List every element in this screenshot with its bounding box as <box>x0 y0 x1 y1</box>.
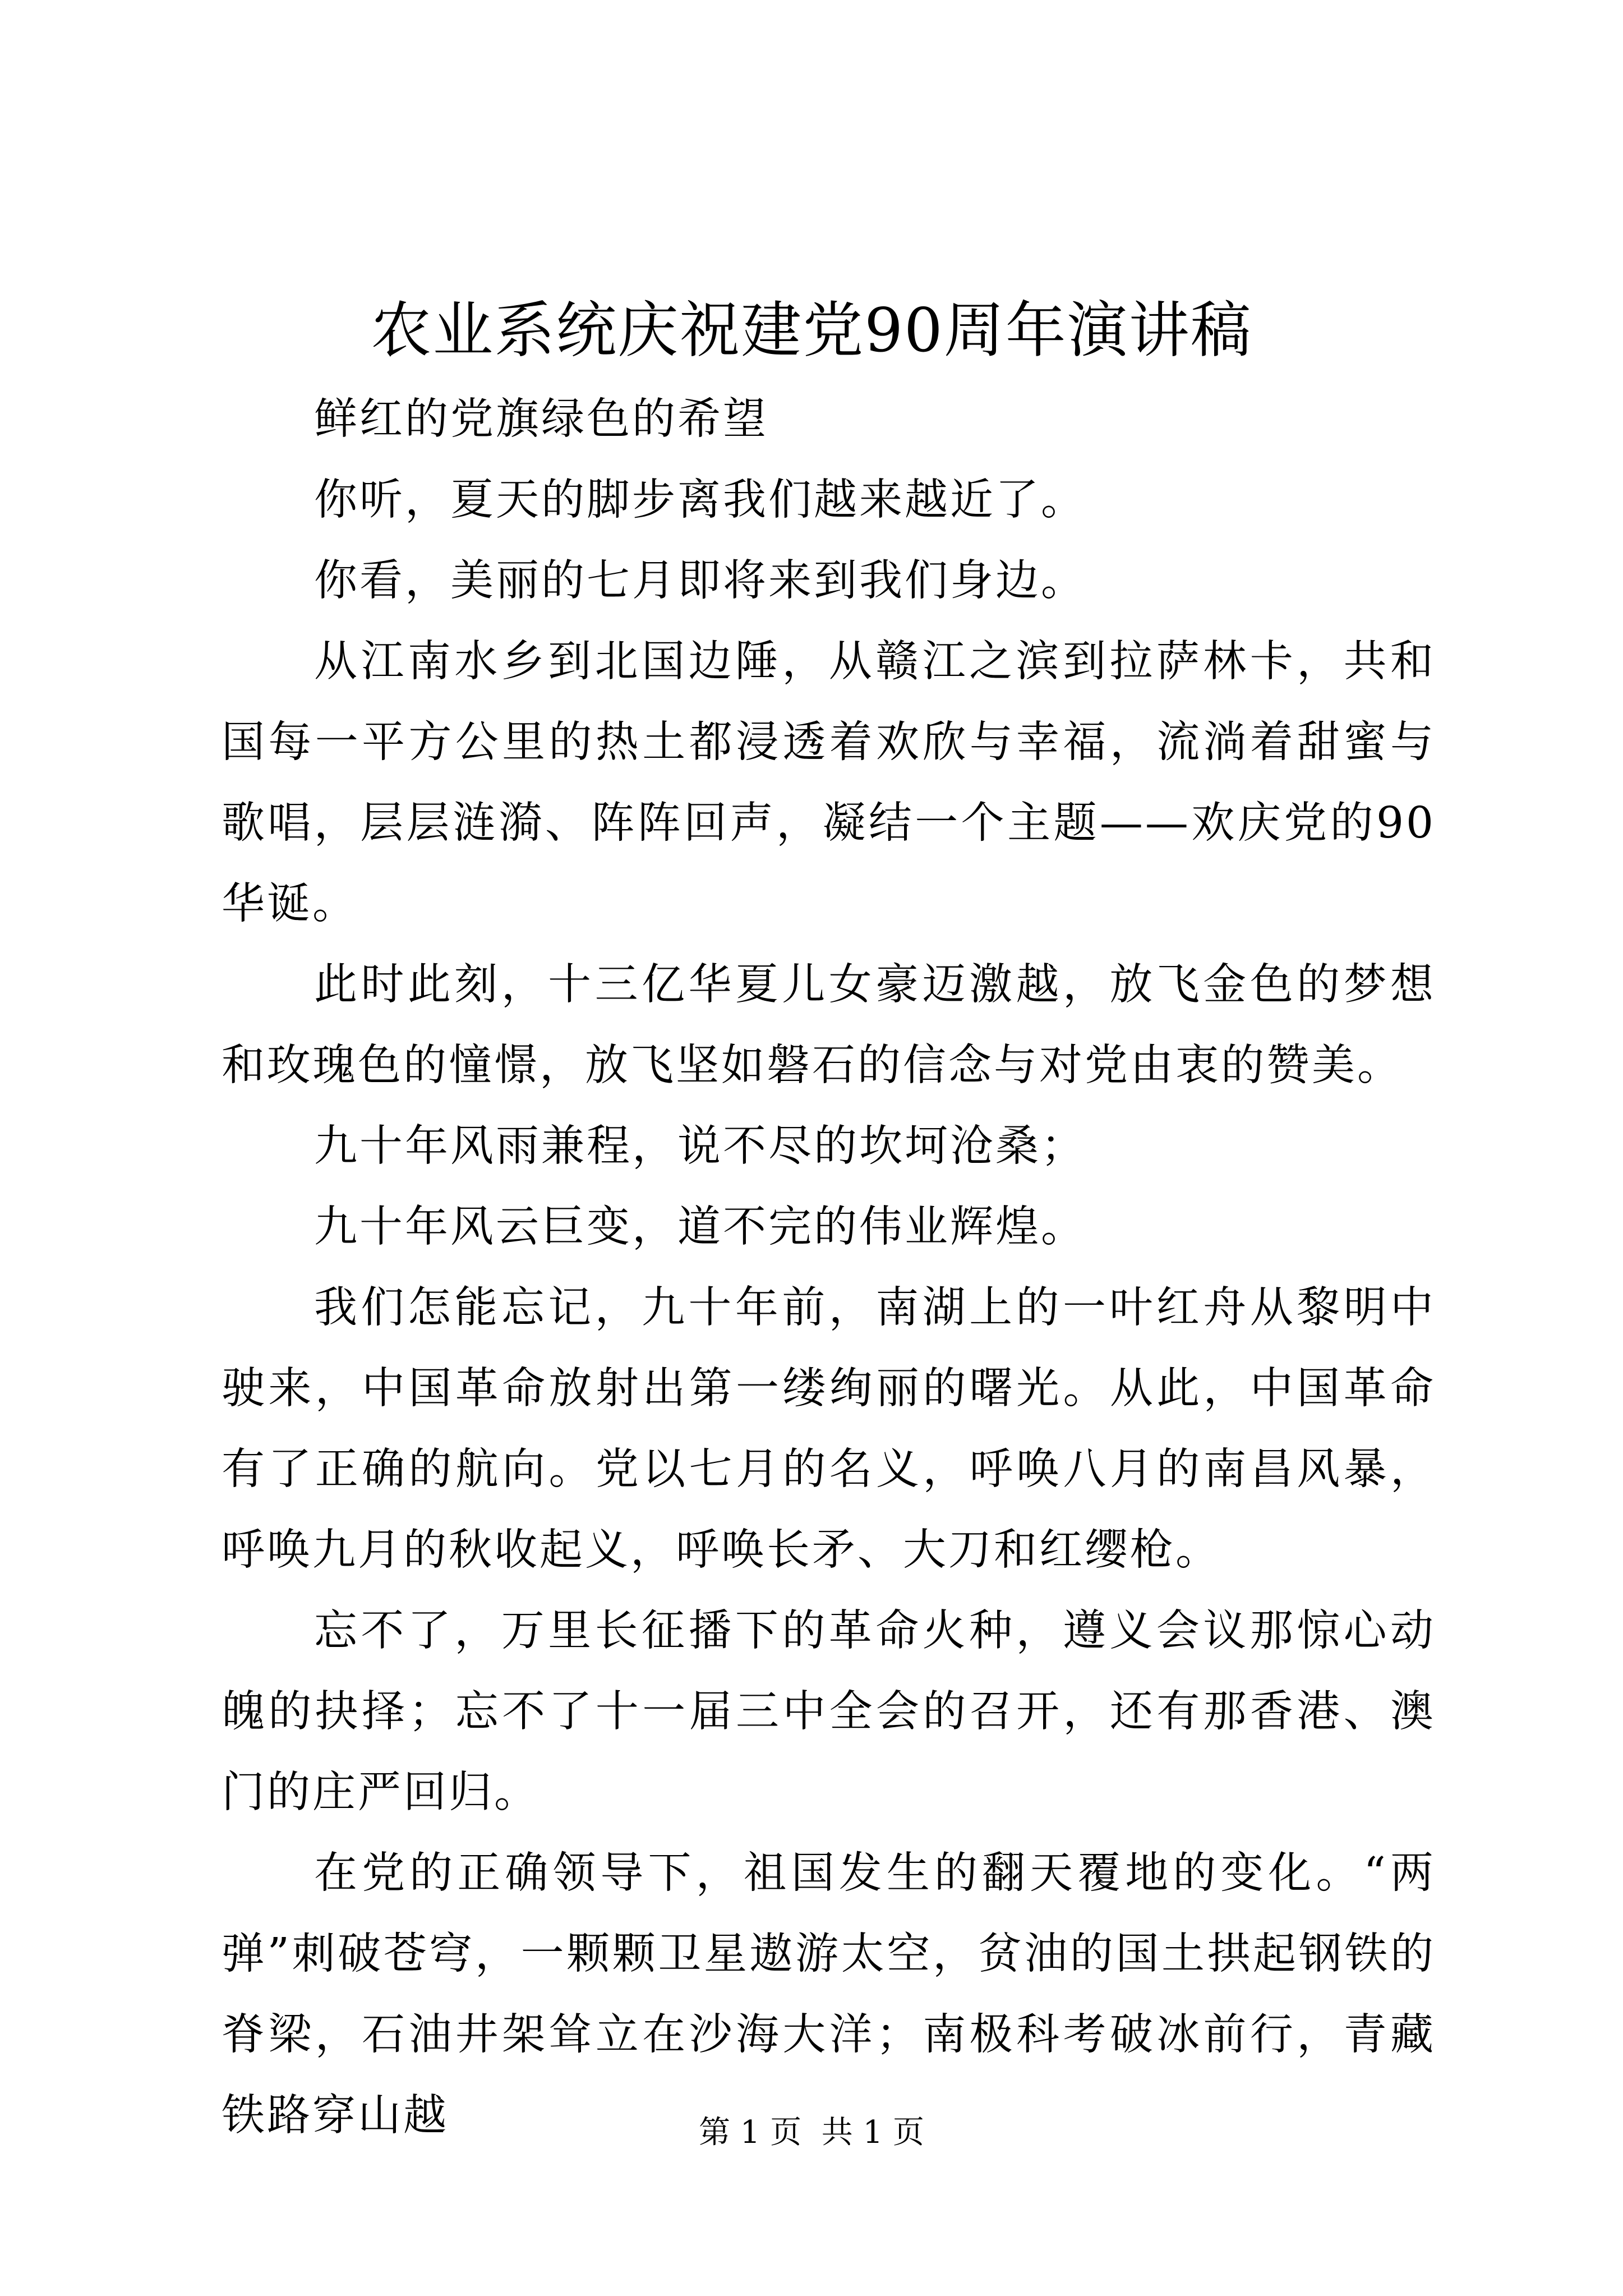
paragraph: 我们怎能忘记，九十年前，南湖上的一叶红舟从黎明中驶来，中国革命放射出第一缕绚丽的曙光。从此，中国革命有了正确的航向。党以七月的名义，呼唤八月的南昌风暴，呼唤九月的秋收起义，呼唤长矛、大刀和红缨枪。 <box>222 1283 1436 1575</box>
page-footer <box>0 2110 1623 2155</box>
paragraph: 九十年风雨兼程，说不尽的坎坷沧桑； <box>314 1121 1086 1171</box>
paragraph: 九十年风云巨变，道不完的伟业辉煌。 <box>314 1202 1086 1252</box>
paragraph: 你听，夏天的脚步离我们越来越近了。 <box>314 475 1086 525</box>
paragraph: 你看，美丽的七月即将来到我们身边。 <box>314 556 1086 606</box>
page-number: 第 1 页 共 1 页 <box>698 2114 925 2151</box>
document-title: 农业系统庆祝建党90周年演讲稿 <box>371 296 1252 366</box>
paragraph: 在党的正确领导下，祖国发生的翻天覆地的变化。“两弹”刺破苍穹，一颗颗卫星遨游太空，贫油的国土拱起钢铁的脊梁，石油井架耸立在沙海大洋；南极科考破冰前行，青藏铁路穿山越 <box>222 1848 1436 2141</box>
document-body <box>222 379 1436 2156</box>
paragraph: 忘不了，万里长征播下的革命火种，遵义会议那惊心动魄的抉择；忘不了十一届三中全会的召开，还有那香港、澳门的庄严回归。 <box>222 1606 1436 1818</box>
paragraph: 鲜红的党旗绿色的希望 <box>314 394 768 444</box>
paragraph: 从江南水乡到北国边陲，从赣江之滨到拉萨林卡，共和国每一平方公里的热土都浸透着欢欣与幸福，流淌着甜蜜与歌唱，层层涟漪、阵阵回声，凝结一个主题——欢庆党的90华诞。 <box>222 637 1436 929</box>
paragraph: 此时此刻，十三亿华夏儿女豪迈激越，放飞金色的梦想和玫瑰色的憧憬，放飞坚如磐石的信念与对党由衷的赞美。 <box>222 960 1436 1091</box>
